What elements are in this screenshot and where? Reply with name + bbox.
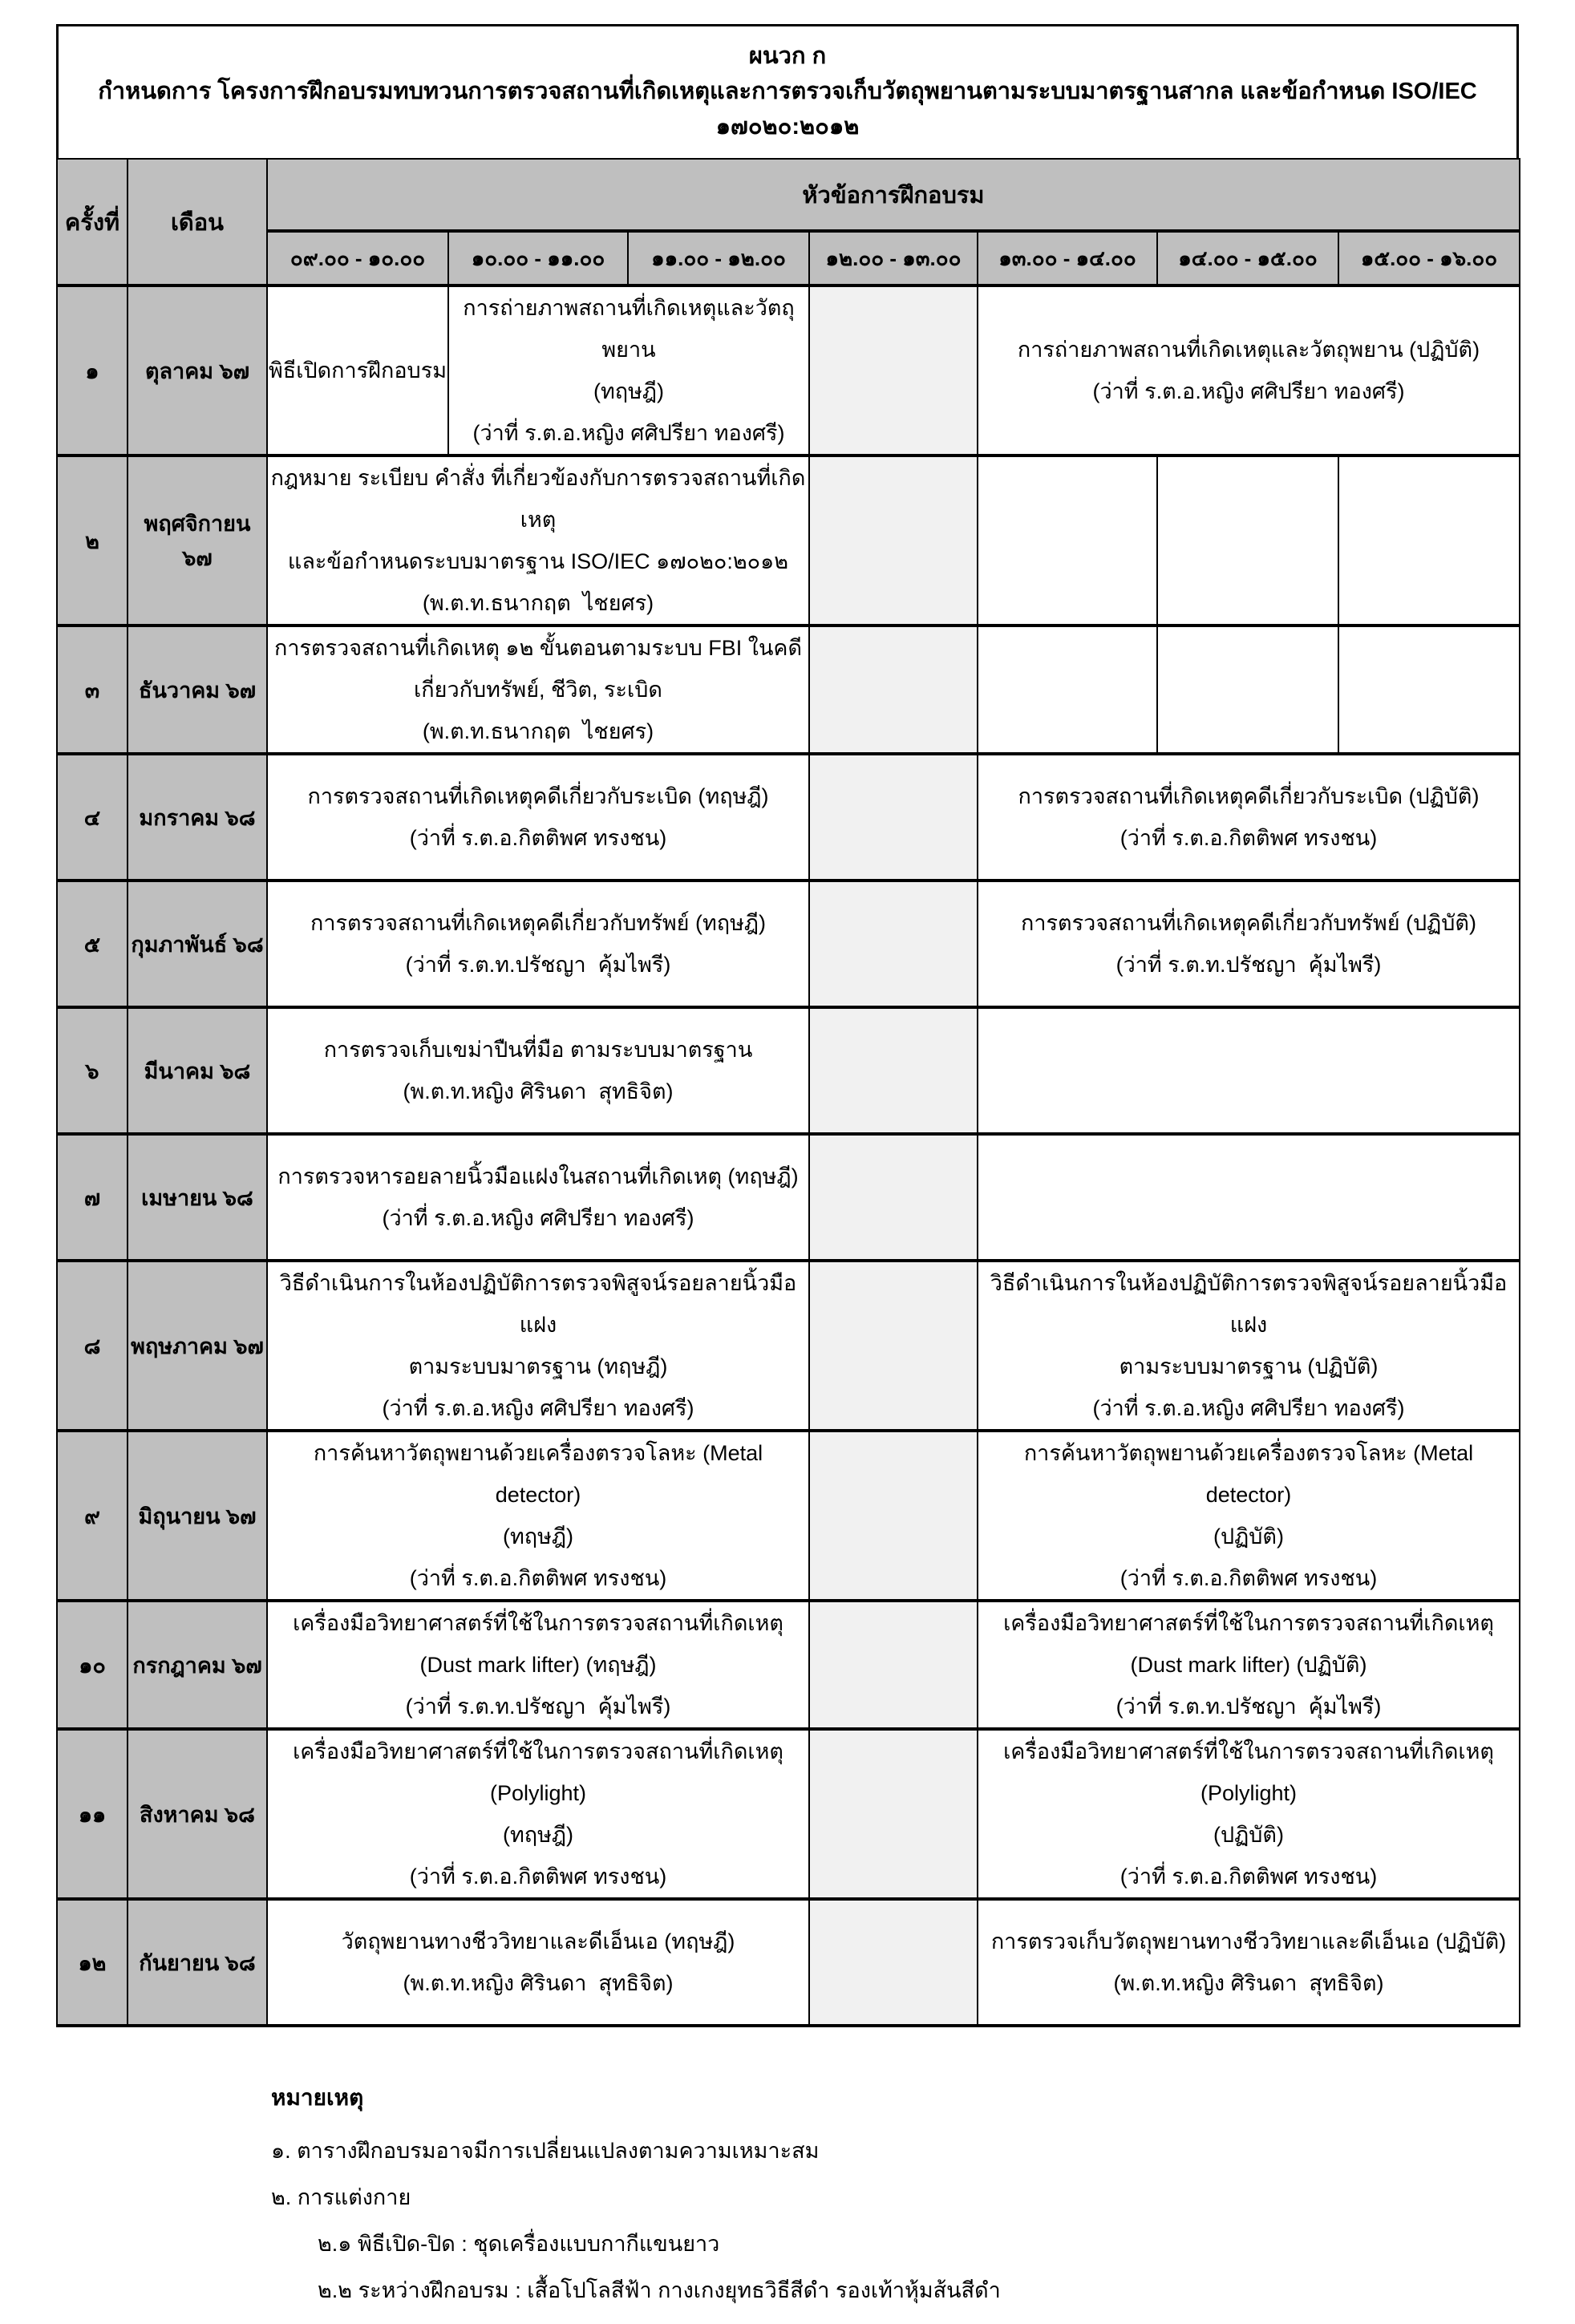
- topic-cell: [267, 285, 448, 455]
- topic-line: เครื่องมือวิทยาศาสตร์ที่ใช้ในการตรวจสถานที่เกิดเหตุ (Polylight): [293, 1739, 790, 1805]
- topic-line: กฎหมาย ระเบียบ คำสั่ง ที่เกี่ยวข้องกับการตรวจสถานที่เกิดเหตุ: [270, 466, 806, 532]
- topic-cell: [267, 1899, 809, 2026]
- topic-cell: [267, 1134, 809, 1261]
- topic-line: (ว่าที่ ร.ต.อ.หญิง ศศิปรียา ทองศรี): [382, 1396, 694, 1420]
- month-cell: กรกฎาคม ๖๗: [128, 1601, 267, 1729]
- topic-line: และข้อกำหนดระบบมาตรฐาน ISO/IEC ๑๗๐๒๐:๒๐๑๒: [287, 549, 789, 573]
- session-number-cell: ๑: [57, 285, 128, 455]
- topic-line: (ว่าที่ ร.ต.อ.หญิง ศศิปรียา ทองศรี): [1092, 1396, 1405, 1420]
- topic-cell: [448, 285, 809, 455]
- topic-line: การค้นหาวัตถุพยานด้วยเครื่องตรวจโลหะ (Metal detector): [1023, 1441, 1480, 1507]
- topic-cell: [267, 626, 809, 754]
- topic-cell: [267, 1007, 809, 1134]
- topic-cell: [267, 1601, 809, 1729]
- month-cell: พฤศจิกายน ๖๗: [128, 455, 267, 626]
- note-item-1: ๑. ตารางฝึกอบรมอาจมีการเปลี่ยนแปลงตามความเหมาะสม: [271, 2139, 820, 2163]
- topic-line: การตรวจสถานที่เกิดเหตุคดีเกี่ยวกับทรัพย์ (ปฏิบัติ): [1021, 911, 1476, 935]
- schedule-row: [57, 1007, 1520, 1134]
- header-row-times: [57, 231, 1520, 285]
- topic-cell: [978, 1261, 1520, 1431]
- schedule-row: [57, 1601, 1520, 1729]
- topic-line: เครื่องมือวิทยาศาสตร์ที่ใช้ในการตรวจสถานที่เกิดเหตุ: [293, 1611, 783, 1635]
- lunch-break-cell: [809, 1261, 978, 1431]
- lunch-break-cell: [809, 754, 978, 881]
- topic-line: (พ.ต.ท.หญิง ศิรินดา สุทธิจิต): [1113, 1971, 1384, 1995]
- topic-cell: [267, 754, 809, 881]
- topic-line: (ปฏิบัติ): [1213, 1524, 1284, 1549]
- topic-line: (ว่าที่ ร.ต.อ.กิตติพศ ทรงชน): [409, 826, 667, 850]
- schedule-row: [57, 626, 1520, 754]
- month-cell: เมษายน ๖๘: [128, 1134, 267, 1261]
- topic-line: (พ.ต.ท.หญิง ศิรินดา สุทธิจิต): [403, 1079, 674, 1103]
- topic-line: (ทฤษฎี): [502, 1524, 574, 1549]
- topic-cell: [978, 1729, 1520, 1899]
- month-cell: ตุลาคม ๖๗: [128, 285, 267, 455]
- session-number-cell: ๙: [57, 1431, 128, 1601]
- lunch-break-cell: [809, 455, 978, 626]
- session-number-cell: ๑๑: [57, 1729, 128, 1899]
- session-number-cell: ๑๐: [57, 1601, 128, 1729]
- topic-cell: [267, 1431, 809, 1601]
- notes-section: [271, 2080, 1519, 2303]
- lunch-break-cell: [809, 1729, 978, 1899]
- topic-cell: [978, 1601, 1520, 1729]
- empty-cell: [978, 626, 1157, 754]
- topic-line: วัตถุพยานทางชีววิทยาและดีเอ็นเอ (ทฤษฎี): [341, 1929, 735, 1954]
- schedule-row: [57, 1899, 1520, 2026]
- time-slot-header-7: ๑๕.๐๐ - ๑๖.๐๐: [1338, 231, 1520, 285]
- schedule-row: [57, 881, 1520, 1007]
- column-header-session-no: ครั้งที่: [57, 159, 128, 285]
- lunch-break-cell: [809, 1007, 978, 1134]
- topic-cell: [978, 1899, 1520, 2026]
- session-number-cell: ๖: [57, 1007, 128, 1134]
- topic-line: (ทฤษฎี): [593, 379, 665, 403]
- topic-line: การถ่ายภาพสถานที่เกิดเหตุและวัตถุพยาน (ปฏิบัติ): [1017, 338, 1480, 362]
- topic-line: การตรวจสถานที่เกิดเหตุ ๑๒ ขั้นตอนตามระบบ FBI ในคดี: [273, 636, 803, 660]
- month-cell: มกราคม ๖๘: [128, 754, 267, 881]
- lunch-break-cell: [809, 1134, 978, 1261]
- topic-line: การตรวจสถานที่เกิดเหตุคดีเกี่ยวกับระเบิด (ปฏิบัติ): [1018, 784, 1480, 808]
- topic-line: เกี่ยวกับทรัพย์, ชีวิต, ระเบิด: [414, 678, 662, 702]
- empty-cell: [978, 455, 1157, 626]
- column-header-month: เดือน: [128, 159, 267, 285]
- topic-line: วิธีดำเนินการในห้องปฏิบัติการตรวจพิสูจน์รอยลายนิ้วมือแฝง: [279, 1271, 797, 1337]
- empty-cell: [1338, 455, 1520, 626]
- lunch-break-cell: [809, 1431, 978, 1601]
- document-header: [56, 24, 1519, 158]
- month-cell: มีนาคม ๖๘: [128, 1007, 267, 1134]
- month-cell: กันยายน ๖๘: [128, 1899, 267, 2026]
- training-schedule-table: [56, 158, 1520, 2027]
- month-cell: กุมภาพันธ์ ๖๘: [128, 881, 267, 1007]
- topic-line: (Dust mark lifter) (ทฤษฎี): [419, 1653, 657, 1677]
- topic-line: การถ่ายภาพสถานที่เกิดเหตุและวัตถุพยาน: [463, 296, 795, 362]
- schedule-row: [57, 1729, 1520, 1899]
- topic-line: (ว่าที่ ร.ต.อ.หญิง ศศิปรียา ทองศรี): [472, 421, 785, 445]
- topic-line: (ว่าที่ ร.ต.อ.กิตติพศ ทรงชน): [1120, 826, 1378, 850]
- topic-line: (พ.ต.ท.หญิง ศิรินดา สุทธิจิต): [403, 1971, 674, 1995]
- empty-cell: [1157, 626, 1338, 754]
- session-number-cell: ๔: [57, 754, 128, 881]
- session-number-cell: ๗: [57, 1134, 128, 1261]
- empty-cell: [978, 1134, 1520, 1261]
- month-cell: มิถุนายน ๖๗: [128, 1431, 267, 1601]
- time-slot-header-1: ๐๙.๐๐ - ๑๐.๐๐: [267, 231, 448, 285]
- appendix-label: ผนวก ก: [748, 43, 827, 69]
- schedule-row: [57, 1431, 1520, 1601]
- topic-cell: [267, 881, 809, 1007]
- topic-line: (ปฏิบัติ): [1213, 1823, 1284, 1847]
- topic-line: (ว่าที่ ร.ต.อ.กิตติพศ ทรงชน): [1120, 1864, 1378, 1889]
- topic-line: เครื่องมือวิทยาศาสตร์ที่ใช้ในการตรวจสถานที่เกิดเหตุ: [1003, 1611, 1494, 1635]
- topic-line: (Dust mark lifter) (ปฏิบัติ): [1130, 1653, 1367, 1677]
- column-header-topics: หัวข้อการฝึกอบรม: [267, 159, 1520, 231]
- lunch-break-cell: [809, 626, 978, 754]
- header-row-top: [57, 159, 1520, 231]
- lunch-break-cell: [809, 285, 978, 455]
- empty-cell: [1338, 626, 1520, 754]
- topic-cell: [978, 285, 1520, 455]
- session-number-cell: ๕: [57, 881, 128, 1007]
- topic-line: (ว่าที่ ร.ต.ท.ปรัชญา คุ้มไพรี): [1115, 1694, 1382, 1719]
- topic-line: (ว่าที่ ร.ต.ท.ปรัชญา คุ้มไพรี): [1115, 953, 1382, 977]
- time-slot-header-4: ๑๒.๐๐ - ๑๓.๐๐: [809, 231, 978, 285]
- table-header: [57, 159, 1520, 285]
- topic-cell: [267, 1729, 809, 1899]
- notes-heading: หมายเหตุ: [271, 2085, 364, 2110]
- topic-line: พิธีเปิดการฝึกอบรม: [268, 358, 447, 383]
- topic-line: (พ.ต.ท.ธนากฤต ไชยศร): [422, 591, 654, 615]
- session-number-cell: ๘: [57, 1261, 128, 1431]
- empty-cell: [1157, 455, 1338, 626]
- schedule-row: [57, 1261, 1520, 1431]
- schedule-row: [57, 285, 1520, 455]
- schedule-row: [57, 455, 1520, 626]
- note-item-2-1: ๒.๑ พิธีเปิด-ปิด : ชุดเครื่องแบบกากีแขนยาว: [318, 2232, 720, 2256]
- topic-line: การตรวจหารอยลายนิ้วมือแฝงในสถานที่เกิดเหตุ (ทฤษฎี): [277, 1164, 799, 1188]
- topic-line: ตามระบบมาตรฐาน (ทฤษฎี): [408, 1354, 668, 1379]
- topic-line: การตรวจเก็บวัตถุพยานทางชีววิทยาและดีเอ็นเอ (ปฏิบัติ): [990, 1929, 1507, 1954]
- session-number-cell: ๒: [57, 455, 128, 626]
- topic-line: (ว่าที่ ร.ต.อ.หญิง ศศิปรียา ทองศรี): [1092, 379, 1405, 403]
- month-cell: ธันวาคม ๖๗: [128, 626, 267, 754]
- topic-cell: [978, 1431, 1520, 1601]
- topic-line: (ว่าที่ ร.ต.ท.ปรัชญา คุ้มไพรี): [405, 953, 671, 977]
- topic-line: (ว่าที่ ร.ต.อ.กิตติพศ ทรงชน): [409, 1864, 667, 1889]
- table-body: [57, 285, 1520, 2026]
- topic-line: การตรวจสถานที่เกิดเหตุคดีเกี่ยวกับระเบิด (ทฤษฎี): [307, 784, 769, 808]
- topic-line: เครื่องมือวิทยาศาสตร์ที่ใช้ในการตรวจสถานที่เกิดเหตุ (Polylight): [1003, 1739, 1500, 1805]
- document-title: กำหนดการ โครงการฝึกอบรมทบทวนการตรวจสถานที่เกิดเหตุและการตรวจเก็บวัตถุพยานตามระบบมาตรฐานสากล และข้อกำหนด ISO/IEC ๑๗๐๒๐:๒๐๑๒: [98, 79, 1477, 140]
- time-slot-header-6: ๑๔.๐๐ - ๑๕.๐๐: [1157, 231, 1338, 285]
- session-number-cell: ๓: [57, 626, 128, 754]
- time-slot-header-5: ๑๓.๐๐ - ๑๔.๐๐: [978, 231, 1157, 285]
- topic-line: (พ.ต.ท.ธนากฤต ไชยศร): [422, 719, 654, 743]
- note-item-2: ๒. การแต่งกาย: [271, 2185, 411, 2209]
- topic-line: (ทฤษฎี): [502, 1823, 574, 1847]
- time-slot-header-2: ๑๐.๐๐ - ๑๑.๐๐: [448, 231, 628, 285]
- topic-line: ตามระบบมาตรฐาน (ปฏิบัติ): [1119, 1354, 1379, 1379]
- schedule-row: [57, 1134, 1520, 1261]
- topic-line: การค้นหาวัตถุพยานด้วยเครื่องตรวจโลหะ (Metal detector): [313, 1441, 769, 1507]
- lunch-break-cell: [809, 881, 978, 1007]
- topic-cell: [978, 754, 1520, 881]
- lunch-break-cell: [809, 1601, 978, 1729]
- topic-cell: [267, 1261, 809, 1431]
- topic-cell: [978, 881, 1520, 1007]
- session-number-cell: ๑๒: [57, 1899, 128, 2026]
- empty-cell: [978, 1007, 1520, 1134]
- month-cell: สิงหาคม ๖๘: [128, 1729, 267, 1899]
- topic-line: การตรวจสถานที่เกิดเหตุคดีเกี่ยวกับทรัพย์ (ทฤษฎี): [310, 911, 767, 935]
- month-cell: พฤษภาคม ๖๗: [128, 1261, 267, 1431]
- topic-line: (ว่าที่ ร.ต.อ.กิตติพศ ทรงชน): [409, 1566, 667, 1590]
- lunch-break-cell: [809, 1899, 978, 2026]
- schedule-row: [57, 754, 1520, 881]
- topic-line: (ว่าที่ ร.ต.อ.หญิง ศศิปรียา ทองศรี): [382, 1206, 694, 1230]
- time-slot-header-3: ๑๑.๐๐ - ๑๒.๐๐: [628, 231, 809, 285]
- document-sheet: [56, 24, 1519, 2324]
- topic-line: (ว่าที่ ร.ต.อ.กิตติพศ ทรงชน): [1120, 1566, 1378, 1590]
- topic-cell: [267, 455, 809, 626]
- topic-line: การตรวจเก็บเขม่าปืนที่มือ ตามระบบมาตรฐาน: [323, 1038, 753, 1062]
- topic-line: วิธีดำเนินการในห้องปฏิบัติการตรวจพิสูจน์รอยลายนิ้วมือแฝง: [990, 1271, 1508, 1337]
- note-item-2-2: ๒.๒ ระหว่างฝึกอบรม : เสื้อโปโลสีฟ้า กางเกงยุทธวิธีสีดำ รองเท้าหุ้มส้นสีดำ: [318, 2278, 1001, 2302]
- topic-line: (ว่าที่ ร.ต.ท.ปรัชญา คุ้มไพรี): [405, 1694, 671, 1719]
